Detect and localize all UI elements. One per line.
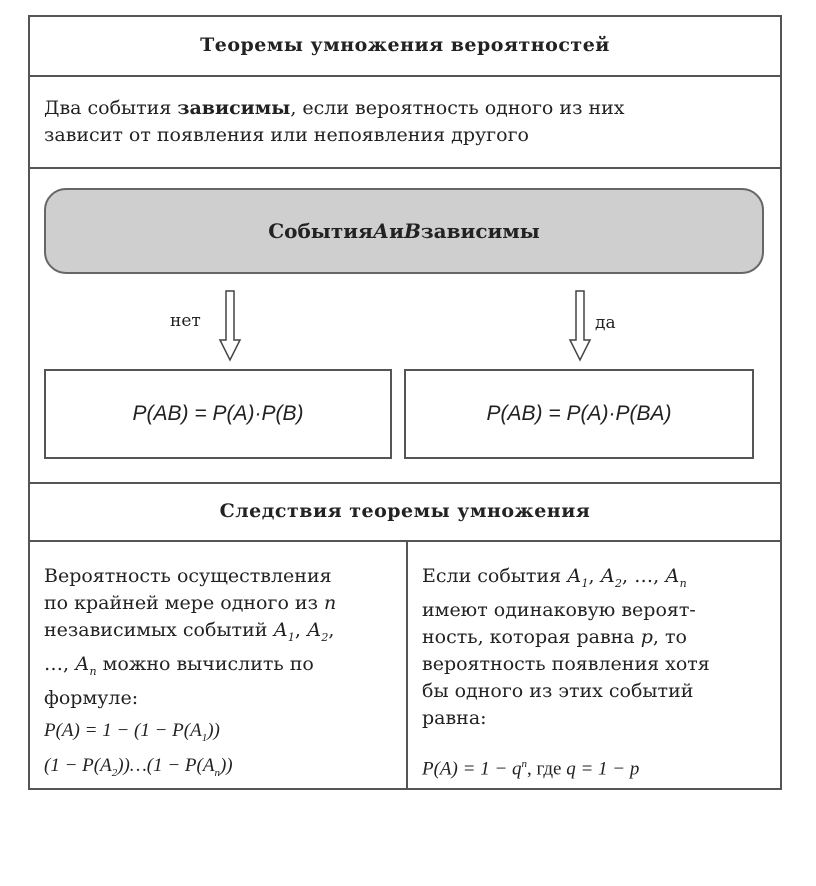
formula-independent: P(AB) = P(A)·P(B) <box>44 369 392 459</box>
corollaries-title: Следствия теоремы умножения <box>219 500 591 522</box>
decision-node: События А и В зависимы <box>44 188 764 274</box>
down-arrow-icon <box>218 290 242 362</box>
column-divider <box>406 540 408 790</box>
yes-label: да <box>595 313 616 333</box>
divider <box>30 75 780 77</box>
down-arrow-icon <box>568 290 592 362</box>
no-label: нет <box>170 311 201 331</box>
definition-keyword: зависимы <box>177 97 291 119</box>
corollary-left: Вероятность осуществления по крайней мере одного из n независимых событий $А_1$, $А_2$, …, $А_n$ можно вычислить по формуле: <box>44 565 337 709</box>
theorem-table <box>28 15 782 790</box>
formula-equal-prob: $P(A) = 1 - q^n$, где q = 1 − p <box>422 758 640 780</box>
definition-text: Два события зависимы, если вероятность одного из них зависит от появления или непоявления другого <box>44 97 625 146</box>
divider <box>30 167 780 169</box>
formula-dependent: P(AB) = P(A)·P(BA) <box>404 369 754 459</box>
corollary-right: Если события $А_1$, $А_2$, …, $А_n$ имеют одинаковую вероят- ность, которая равна p, то вероятность появления хотя бы одного из этих событий равна: <box>422 565 710 729</box>
formula-at-least-one: $P(A) = 1 - (1 - P(A_1))$ $(1 - P(A_2))\dots(1 - P(A_n))$ <box>44 720 233 779</box>
divider <box>30 540 780 542</box>
divider <box>30 482 780 484</box>
table-title: Теоремы умножения вероятностей <box>200 34 610 56</box>
